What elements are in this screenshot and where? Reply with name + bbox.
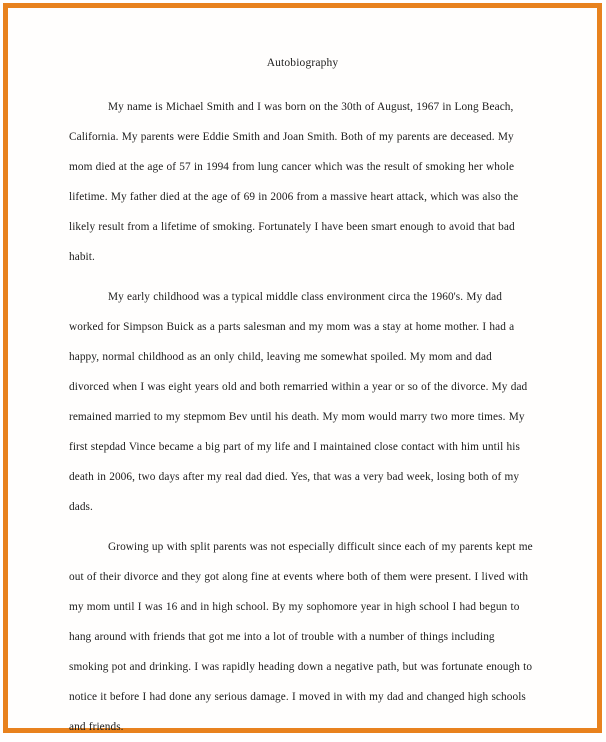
body-paragraph-2: My early childhood was a typical middle class environment circa the 1960's. My dad worked for Simpson Buick as a parts salesman and my mom was a stay at home mother. I had a happy, normal childhood as an only child, leaving me somewhat spoiled. My mom and dad divorced when I was eight years old and both remarried within a year or so of the divorce. My dad remained married to my stepmom Bev until his death. My mom would marry two more times. My first stepdad Vince became a big part of my life and I maintained close contact with him until his death in 2006, two days after my real dad died. Yes, that was a very bad week, losing both of my dads. (69, 291, 528, 513)
body-paragraph-1: My name is Michael Smith and I was born on the 30th of August, 1967 in Long Beach, California. My parents were Eddie Smith and Joan Smith. Both of my parents are deceased. My mom died at the age of 57 in 1994 from lung cancer which was the result of smoking her whole lifetime. My father died at the age of 69 in 2006 from a massive heart attack, which was also the likely result from a lifetime of smoking. Fortunately I have been smart enough to avoid that bad habit. (69, 101, 519, 263)
document-sheet (8, 8, 597, 733)
document-body (8, 70, 597, 742)
orange-decorative-border (3, 3, 602, 733)
page-title: Autobiography (266, 57, 339, 69)
body-paragraph-3: Growing up with split parents was not especially difficult since each of my parents kept me out of their divorce and they got along fine at events where both of them were present. I lived with my mom until I was 16 and in high school. By my sophomore year in high school I had begun to hang around with friends that got me into a lot of trouble with a number of things including smoking pot and drinking. I was rapidly heading down a negative path, but was fortunate enough to notice it before I had done any serious damage. I moved in with my dad and changed high schools and friends. (69, 541, 533, 733)
